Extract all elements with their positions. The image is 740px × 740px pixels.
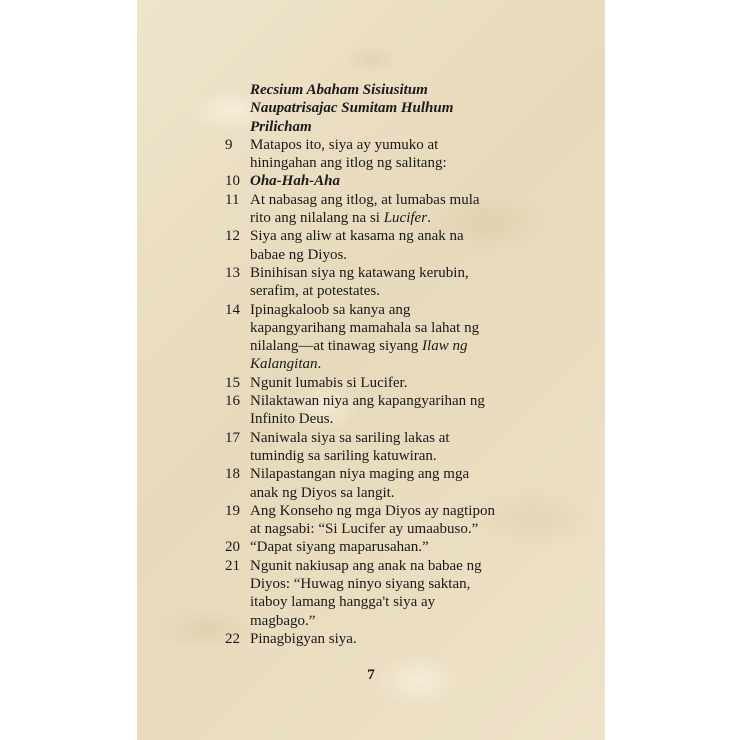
page-content (225, 81, 525, 648)
verse-9 (225, 136, 525, 173)
verse-number: 14 (225, 301, 240, 318)
verse-11 (225, 191, 525, 228)
verse-number: 15 (225, 374, 240, 391)
verse-line: anak ng Diyos sa langit. (250, 484, 395, 501)
verse-line: Ngunit lumabis si Lucifer. (250, 374, 408, 391)
verse-line: Infinito Deus. (250, 411, 334, 428)
verse-number: 22 (225, 630, 240, 647)
verse-line: At nabasag ang itlog, at lumabas mula (250, 191, 480, 208)
verse-number: 9 (225, 136, 233, 153)
verse-number: 18 (225, 466, 240, 483)
verse-text (250, 136, 525, 173)
verse-text (250, 502, 525, 539)
verse-line (250, 209, 525, 227)
verse-line (250, 337, 525, 355)
verse-line: at nagsabi: “Si Lucifer ay umaabuso.” (250, 521, 479, 538)
verse-line: magbago.” (250, 612, 316, 629)
verse-line: Ipinagkaloob sa kanya ang (250, 301, 411, 318)
verse-line: kapangyarihang mamahala sa lahat ng (250, 319, 480, 336)
verse-text (250, 429, 525, 466)
verse-number: 16 (225, 393, 240, 410)
verse-22 (225, 630, 525, 648)
title-line: Recsium Abaham Sisiusitum (250, 82, 428, 98)
verse-14 (225, 301, 525, 374)
verse-text (250, 465, 525, 502)
verse-line: tumindig sa sariling katuwiran. (250, 447, 437, 464)
verse-line: babae ng Diyos. (250, 246, 348, 263)
book-page (137, 0, 605, 740)
title-line: Naupatrisajac Sumitam Hulhum (250, 100, 454, 117)
verse-text (250, 392, 525, 429)
verse-number: 21 (225, 557, 240, 574)
verse-number: 11 (225, 191, 240, 208)
verse-text (250, 630, 525, 648)
verse-fragment: rito ang nilalang na si (250, 210, 384, 227)
verse-line (250, 355, 525, 373)
title-line: Prilicham (250, 118, 312, 135)
verse-number: 12 (225, 228, 240, 245)
verse-number: 19 (225, 502, 240, 519)
verse-17 (225, 429, 525, 466)
verse-text (250, 227, 525, 264)
verse-13 (225, 264, 525, 301)
verse-text (250, 172, 525, 190)
verse-19 (225, 502, 525, 539)
verse-number: 13 (225, 264, 240, 281)
verse-number: 20 (225, 539, 240, 556)
verse-text (250, 301, 525, 374)
verse-line: serafim, at potestates. (250, 283, 380, 300)
verse-line: Binihisan siya ng katawang kerubin, (250, 264, 469, 281)
verse-text (250, 557, 525, 630)
verse-fragment: . (317, 356, 322, 373)
verse-line: “Dapat siyang maparusahan.” (250, 539, 429, 556)
verse-line: itaboy lamang hangga't siya ay (250, 594, 436, 611)
verse-text (250, 264, 525, 301)
verse-line: Pinagbigyan siya. (250, 630, 357, 647)
verse-line: Matapos ito, siya ay yumuko at (250, 136, 439, 153)
verse-18 (225, 465, 525, 502)
verse-emphasis: Kalangitan (250, 356, 318, 373)
verse-21 (225, 557, 525, 630)
verse-10 (225, 172, 525, 190)
verse-12 (225, 227, 525, 264)
verse-fragment: nilalang—at tinawag siyang (250, 338, 423, 355)
verse-number: 17 (225, 429, 240, 446)
verse-20 (225, 538, 525, 556)
verse-15 (225, 374, 525, 392)
verse-emphasis: Lucifer (383, 210, 428, 227)
verse-text (250, 374, 525, 392)
verse-line: Ang Konseho ng mga Diyos ay nagtipon (250, 502, 495, 519)
page-number: 7 (367, 667, 375, 683)
verse-text (250, 191, 525, 228)
verse-16 (225, 392, 525, 429)
verse-fragment: . (427, 210, 431, 227)
verse-line: Oha-Hah-Aha (250, 173, 341, 190)
verse-number: 10 (225, 173, 240, 190)
verse-line: Naniwala siya sa sariling lakas at (250, 429, 450, 446)
verse-line: Siya ang aliw at kasama ng anak na (250, 228, 464, 245)
verse-line: Nilaktawan niya ang kapangyarihan ng (250, 393, 485, 410)
verse-line: Ngunit nakiusap ang anak na babae ng (250, 557, 482, 574)
verse-line: hiningahan ang itlog ng salitang: (250, 155, 447, 172)
verse-line: Nilapastangan niya maging ang mga (250, 466, 470, 483)
verse-line: Diyos: “Huwag ninyo siyang saktan, (250, 576, 471, 593)
verse-text (250, 538, 525, 556)
verse-emphasis: Ilaw ng (422, 338, 468, 355)
